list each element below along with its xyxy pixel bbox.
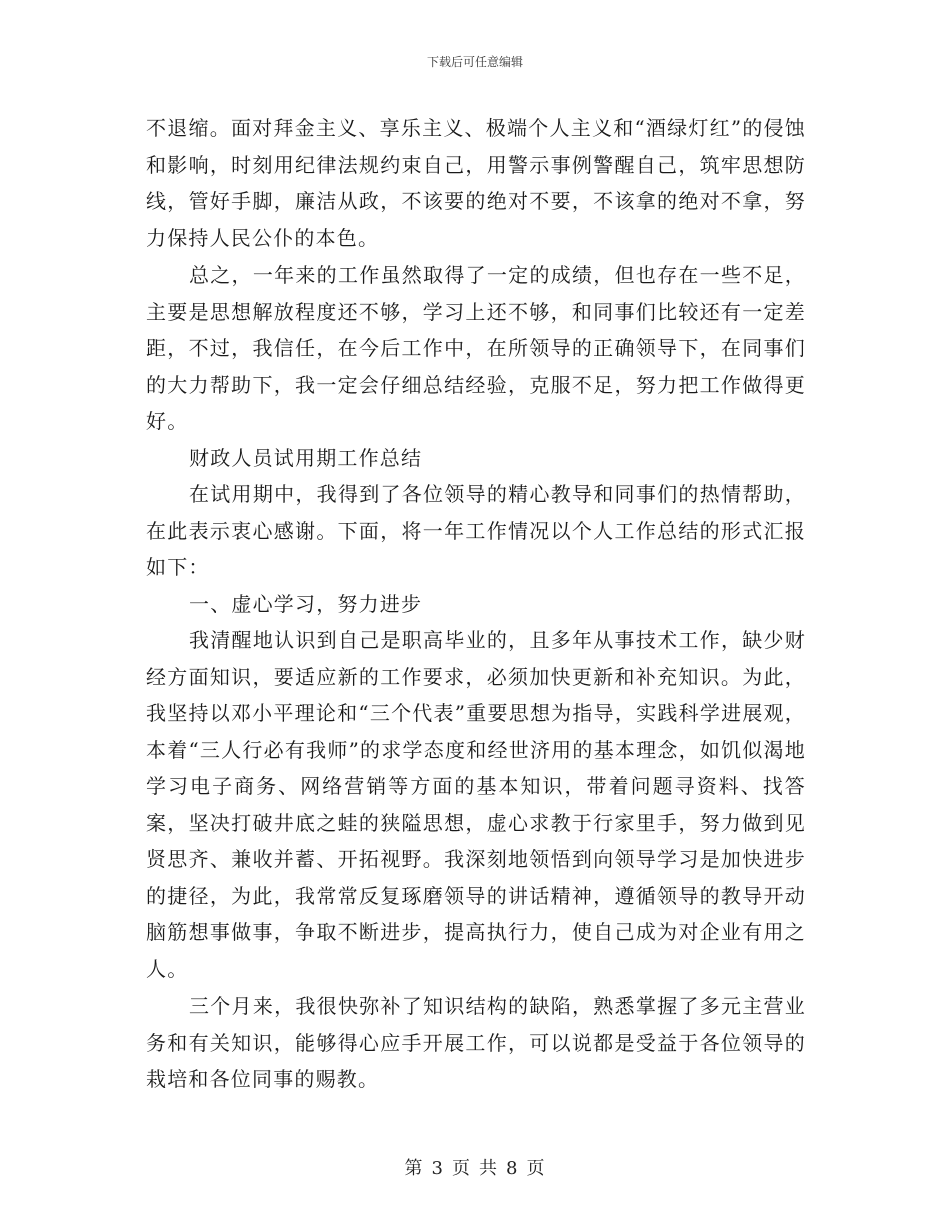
page-total-number: 8: [506, 1158, 519, 1179]
page-label-total-prefix: 共: [479, 1158, 498, 1179]
section-heading-1: 一、虚心学习，努力进步: [189, 591, 423, 616]
paragraph-results: 三个月来，我很快弥补了知识结构的缺陷，熟悉掌握了多元主营业务和有关知识，能够得心应手开展工作，可以说都是受益于各位领导的栽培和各位同事的赐教。: [146, 994, 806, 1091]
paragraph-intro: 在试用期中，我得到了各位领导的精心教导和同事们的热情帮助，在此表示衷心感谢。下面，将一年工作情况以个人工作总结的形式汇报如下：: [146, 482, 806, 579]
page-label-suffix: 页: [526, 1158, 546, 1179]
document-body: [146, 110, 806, 1098]
paragraph-summary: 总之，一年来的工作虽然取得了一定的成绩，但也存在一些不足，主要是思想解放程度还不够，学习上还不够，和同事们比较还有一定差距，不过，我信任，在今后工作中，在所领导的正确领导下，在同事们的大力帮助下，我一定会仔细总结经验，克服不足，努力把工作做得更好。: [146, 263, 806, 433]
page-footer: [0, 1154, 950, 1180]
section-title: 财政人员试用期工作总结: [189, 445, 423, 470]
page-label-mid: 页: [452, 1158, 471, 1179]
page-current-number: 3: [431, 1158, 444, 1179]
paragraph-learning: 我清醒地认识到自己是职高毕业的，且多年从事技术工作，缺少财经方面知识，要适应新的工作要求，必须加快更新和补充知识。为此，我坚持以邓小平理论和“三个代表”重要思想为指导，实践科学进展观，本着“三人行必有我师”的求学态度和经世济用的基本理念，如饥似渴地学习电子商务、网络营销等方面的基本知识，带着问题寻资料、找答案，坚决打破井底之蛙的狭隘思想，虚心求教于行家里手，努力做到见贤思齐、兼收并蓄、开拓视野。我深刻地领悟到向领导学习是加快进步的捷径，为此，我常常反复琢磨领导的讲话精神，遵循领导的教导开动脑筋想事做事，争取不断进步，提高执行力，使自己成为对企业有用之人。: [146, 628, 806, 981]
page-header-note: 下载后可任意编辑: [426, 55, 523, 69]
page-label-prefix: 第: [404, 1158, 424, 1179]
paragraph-continuation: 不退缩。面对拜金主义、享乐主义、极端个人主义和“酒绿灯红”的侵蚀和影响，时刻用纪律法规约束自己，用警示事例警醒自己，筑牢思想防线，管好手脚，廉洁从政，不该要的绝对不要，不该拿的绝对不拿，努力保持人民公仆的本色。: [146, 116, 806, 250]
